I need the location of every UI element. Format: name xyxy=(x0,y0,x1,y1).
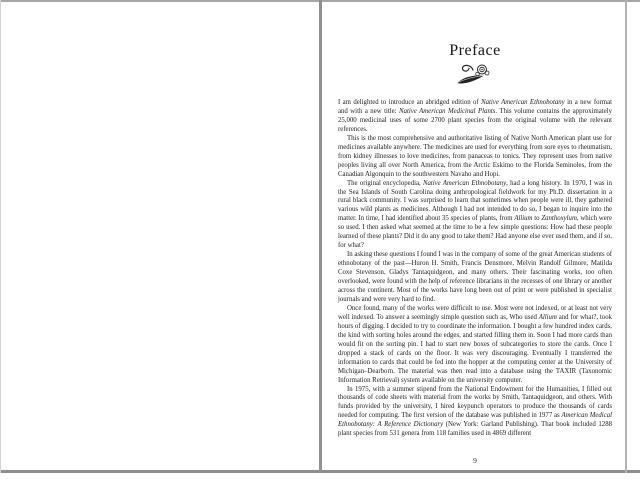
page-edge-left xyxy=(0,0,1,473)
paragraph: In asking these questions I found I was in the company of some of the great American students of ethnobotany of the past—Huron H. Smith, Francis Densmore, Melvin Randolf Gilmore, Matilda Coxe Stevenson, Gladys Tantaquidgeon, and many others. Their fascinating works, too often overlooked, were found with the help of reference librarians in the recesses of one library or another across the continent. Most of the works have long been out of print or were published in specialist journals and were very hard to find. xyxy=(338,251,613,303)
preface-paragraphs xyxy=(338,99,612,439)
paragraph: This is the most comprehensive and authoritative listing of Native North American plant use for medicines available anywhere. The medicines are used for everything from sore eyes to rheumatism, from kidney illnesses to love medicines, from panaceas to tonics. They represent uses from native peoples living all over North America, from the Arctic Eskimo to the Florida Seminoles, from the Canadian Algonquin to the southwestern Navaho and Hopi. xyxy=(338,134,612,178)
paragraph: I am delighted to introduce an abridged edition of Native American Ethnobotany in a new format and with a new title: Native American Medicinal Plants. This volume contains the approximately 25,000 medicinal uses of some 2700 plant species from the original volume with the relevant references. xyxy=(338,99,612,133)
page-number: 9 xyxy=(473,456,477,465)
page-title: Preface xyxy=(449,42,501,59)
paragraph: Once found, many of the works were difficult to use. Most were not indexed, or at least not very well indexed. To answer a seemingly simple question such as, Who used Allium and for what?, took hours of digging. I decided to try to coordinate the information. I bought a few hundred index cards, the kind with sorting holes around the edges, and started filling them in. Soon I had more cards than would fit on the sorting pin. I had to start new boxes of subcategories to store the cards. Once I dropped a stack of cards on the floor. It was very discouraging. Eventually I transferred the information to cards that could be fed into the hopper at the computing center at the University of Michigan–Dearborn. The material was then read into a database using the TAXIR (Taxonomic Information Retrieval) system available on the university computer. xyxy=(338,304,612,384)
floral-sprig-icon xyxy=(338,62,612,91)
page-gutter-divider xyxy=(319,0,322,473)
page-edge-right xyxy=(625,0,627,473)
paragraph: The original encyclopedia, Native American Ethnobotany, had a long history. In 1970, I was in the Sea Islands of South Carolina doing anthropological fieldwork for my Ph.D. dissertation in a rural black community. I was surprised to learn that sometimes when people were ill, they gathered various wild plants as medicines. Although I had not intended to do so, I began to inquire into the matter. In time, I had identified about 35 species of plants, from Allium to Zanthoxylum, which were so used. I then asked what seemed at the time to be a few simple questions: How had these people learned of these plants? Did it do any good to take them? Had anyone else ever used them, and if so, for what? xyxy=(338,179,613,250)
left-page-blank xyxy=(1,2,319,470)
paragraph: In 1975, with a summer stipend from the National Endowment for the Humanities, I filled out thousands of code sheets with material from the works by Smith, Tantaquidgeon, and others. With funds provided by the university, I hired keypunch operators to produce the thousands of cards needed for computing. The first version of the database was published in 1977 as American Medical Ethnobotany: A Reference Dictionary (New York: Garland Publishing). That book included 1288 plant species from 531 genera from 118 families used in 4869 different xyxy=(338,385,612,438)
